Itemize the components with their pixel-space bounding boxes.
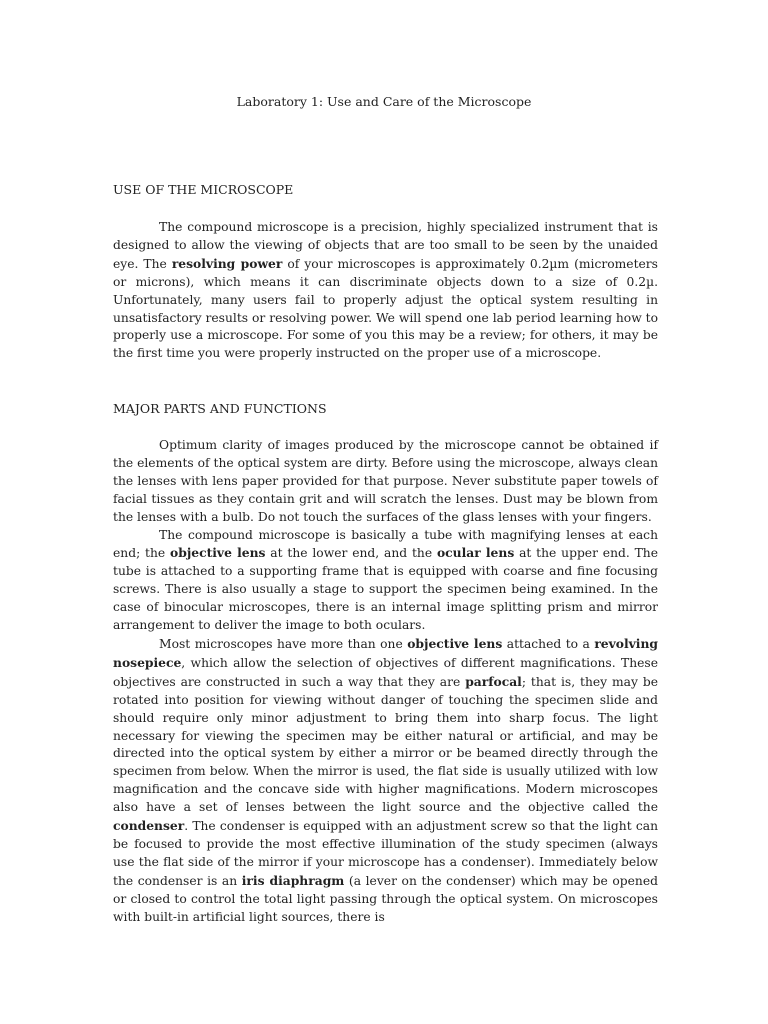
text-run: at the upper end. The tube is attached to a supporting frame that is equipped with coarse and fine focusing screws. There is also usually a stage to support the specimen being examined. In the case of binocular microscopes, there is an internal image splitting prism and mirror arrangement to deliver the image to both oculars.: [113, 546, 659, 633]
bold-term: objective lens: [170, 545, 266, 561]
bold-term: parfocal: [465, 673, 522, 689]
bold-term: resolving power: [171, 255, 283, 271]
bold-term: revolving nosepiece: [113, 635, 658, 670]
section-heading-use: USE OF THE MICROSCOPE: [113, 182, 294, 197]
text-run: , which allow the selection of objectives of different magnifications. These objectives are constructed in such a way that they are: [113, 655, 658, 689]
document-title: Laboratory 1: Use and Care of the Microscope: [236, 94, 532, 109]
text-run: at the lower end, and the: [265, 546, 437, 561]
section-body-parts: [113, 437, 658, 926]
text-run: Optimum clarity of images produced by the microscope cannot be obtained if the elements of the optical system are dirty. Before using the microscope, always clean the lenses with lens paper provided for that purpose. Never substitute paper towels of facial tissues as they contain grit and will scratch the lenses. Dust may be blown from the lenses with a bulb. Do not touch the surfaces of the glass lenses with your fingers.: [113, 438, 658, 524]
text-run: of your microscopes is approximately 0.2µm (micrometers or microns), which means it can discriminate objects down to a size of 0.2µ. Unfortunately, many users fail to properly adjust the optical system resulting in unsatisfactory results or resolving power. We will spend one lab period learning how to properly use a microscope. For some of you this may be a review; for others, it may be the first time you were properly instructed on the proper use of a microscope.: [113, 256, 658, 361]
body-paragraph: [113, 437, 658, 527]
text-run: The compound microscope is basically a tube with magnifying lenses at each end; the: [113, 527, 658, 561]
text-run: ; that is, they may be rotated into position for viewing without danger of touching the specimen slide and should require only minor adjustment to bring them into sharp focus. The light necessary for viewing the specimen may be either natural or artificial, and may be directed into the optical system by either a mirror or be beamed directly through the specimen from below. When the mirror is used, the flat side is usually utilized with low magnification and the concave side with higher magnifications. Modern microscopes also have a set of lenses between the light source and the objective called the: [113, 674, 658, 815]
bold-term: condenser: [113, 818, 185, 834]
body-paragraph: [113, 527, 658, 635]
text-run: . The condenser is equipped with an adjustment screw so that the light can be focused to provide the most effective illumination of the study specimen (always use the flat side of the mirror if your microscope has a condenser). Immediately below the condenser is an: [113, 819, 658, 888]
section-body-use: [113, 219, 658, 363]
bold-term: iris diaphragm: [241, 872, 345, 888]
text-run: Most microscopes have more than one: [159, 636, 408, 651]
section-heading-parts: MAJOR PARTS AND FUNCTIONS: [113, 401, 327, 416]
text-run: The compound microscope is a precision, highly specialized instrument that is designed to allow the viewing of objects that are too small to be seen by the unaided eye. The: [113, 220, 658, 271]
text-run: attached to a: [502, 636, 595, 651]
bold-term: objective lens: [407, 635, 503, 651]
body-paragraph: [113, 635, 658, 927]
body-paragraph: [113, 219, 658, 363]
bold-term: ocular lens: [436, 545, 515, 561]
text-run: (a lever on the condenser) which may be opened or closed to control the total light passing through the optical system. On microscopes with built-in artificial light sources, there is: [113, 873, 658, 924]
